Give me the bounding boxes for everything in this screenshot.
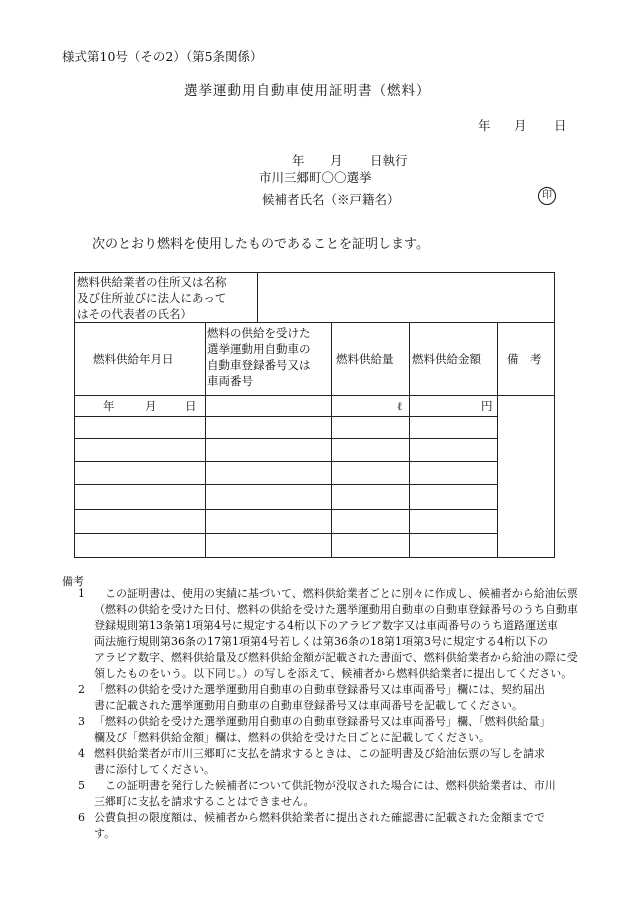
notes-title: 備考 [62, 575, 84, 588]
col-header-remarks: 備 考 [507, 352, 542, 366]
note-item: 5 この証明書を発行した候補者について供託物が没収された場合には、燃料供給業者は、市川 三郷町に支払を請求することはできません。 [78, 779, 556, 808]
seal-mark: 印 [538, 187, 556, 205]
col-header-price: 燃料供給金額 [412, 352, 481, 366]
supplier-label: 燃料供給業者の住所又は名称 及び住所並びに法人にあって はその代表者の氏名） [77, 275, 227, 321]
note-item: 4 燃料供給業者が市川三郷町に支払を請求するときは、この証明書及び給油伝票の写しを請求 書に添付してください。 [78, 747, 545, 776]
form-number: 様式第10号（その2）（第5条関係） [62, 49, 263, 64]
exec-day-label: 日執行 [370, 153, 408, 168]
date-year-label: 年 [478, 118, 491, 133]
exec-year-label: 年 [292, 153, 305, 168]
row1-year: 年 [103, 399, 115, 413]
note-item: 3 「燃料の供給を受けた選挙運動用自動車の自動車登録番号又は車両番号」欄、「燃料供給量」 欄及び「燃料供給金額」欄は、燃料の供給を受けた日ごとに記載してください。 [78, 715, 551, 744]
supplier-input[interactable] [258, 273, 554, 322]
col-header-registration: 燃料の供給を受けた 選挙運動用自動車の 自動車登録番号又は 車両番号 [207, 326, 311, 388]
exec-month-label: 月 [330, 153, 343, 168]
row1-month: 月 [145, 399, 157, 413]
unit-liter: ℓ [397, 399, 403, 413]
date-day-label: 日 [554, 118, 567, 133]
col-header-amount: 燃料供給量 [336, 352, 394, 366]
unit-yen: 円 [481, 399, 493, 413]
fuel-usage-table [74, 272, 555, 558]
note-item: 1 この証明書は、使用の実績に基づいて、燃料供給業者ごとに別々に作成し、候補者から給油伝票 （燃料の供給を受けた日付、燃料の供給を受けた選挙運動用自動車の自動車登録番号のうち自動車 登録規則第13条第1項第4号に規定する4桁以下のアラビア数字又は車両番号のうち道路運送車 両法施行規則第36条の17第1項第4号若しくは第36条の18第1項第3号に規定する4桁以下の アラビア数字、燃料供給量及び燃料供給金額が記載された書面で、燃料供給業者から給油の際に受 領したものをいう。以下同じ。）の写しを添えて、候補者から燃料供給業者に提出してください。 [78, 587, 578, 680]
date-month-label: 月 [514, 118, 527, 133]
note-item: 6 公費負担の限度額は、候補者から燃料供給業者に提出された確認書に記載された金額までで す。 [78, 811, 545, 840]
document-title: 選挙運動用自動車使用証明書（燃料） [184, 83, 431, 99]
note-item: 2 「燃料の供給を受けた選挙運動用自動車の自動車登録番号又は車両番号」欄には、契約届出 書に記載された選挙運動用自動車の自動車登録番号又は車両番号を記載してください。 [78, 683, 545, 712]
row1-day: 日 [185, 399, 197, 413]
election-name: 市川三郷町〇〇選挙 [259, 170, 372, 185]
candidate-name-label: 候補者氏名（※戸籍名） [262, 192, 400, 207]
col-header-date: 燃料供給年月日 [93, 352, 174, 366]
intro-statement: 次のとおり燃料を使用したものであることを証明します。 [92, 237, 429, 252]
